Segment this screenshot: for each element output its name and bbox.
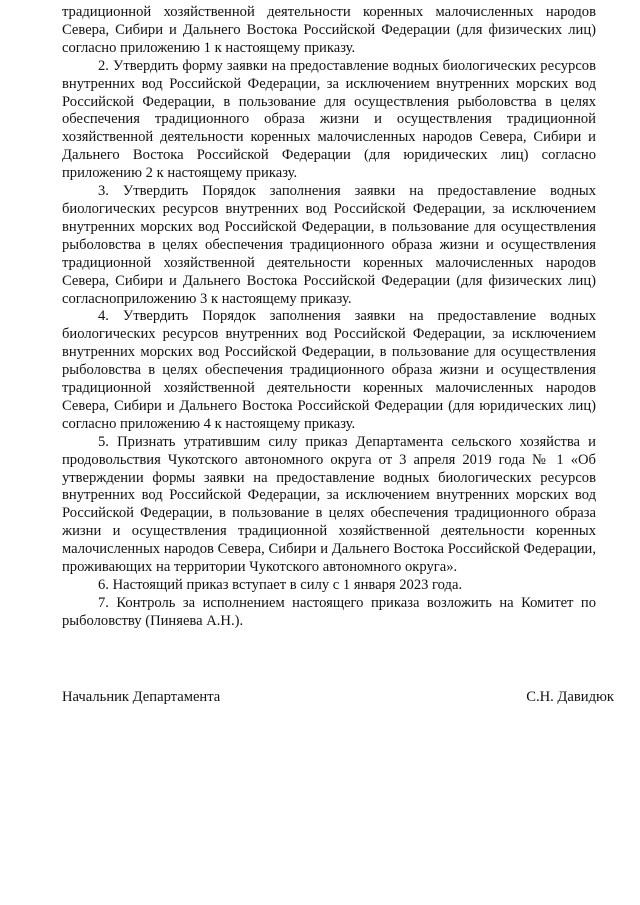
- paragraph-item-7: 7. Контроль за исполнением настоящего приказа возложить на Комитет по рыболовству (Пиняева А.Н.).: [62, 594, 596, 629]
- paragraph-item-3: 3. Утвердить Порядок заполнения заявки на предоставление водных биологических ресурсов внутренних вод Российской Федерации, за исключением внутренних морских вод Российской Федерации, в пользование для осуществления рыболовства в целях обеспечения традиционного образа жизни и осуществления традиционной хозяйственной деятельности коренных малочисленных народов Севера, Сибири и Дальнего Востока Российской Федерации (для физических лиц) согласноприложению 3 к настоящему приказу.: [62, 183, 596, 307]
- paragraph-item-6: 6. Настоящий приказ вступает в силу с 1 января 2023 года.: [98, 577, 463, 593]
- paragraph-item-4: 4. Утвердить Порядок заполнения заявки на предоставление водных биологических ресурсов внутренних вод Российской Федерации, за исключением внутренних морских вод Российской Федерации, в пользование для осуществления рыболовства в целях обеспечения традиционного образа жизни и осуществления традиционной хозяйственной деятельности коренных малочисленных народов Севера, Сибири и Дальнего Востока Российской Федерации (для юридических лиц) согласно приложению 4 к настоящему приказу.: [62, 308, 596, 432]
- signatory-position: Начальник Департамента: [62, 689, 221, 705]
- signatory-name: С.Н. Давидюк: [526, 689, 614, 705]
- paragraph-continuation: традиционной хозяйственной деятельности коренных малочисленных народов Севера, Сибири и Дальнего Востока Российской Федерации (для физических лиц) согласно приложению 1 к настоящему приказу.: [62, 4, 596, 56]
- paragraph-item-5: 5. Признать утратившим силу приказ Департамента сельского хозяйства и продовольствия Чукотского автономного округа от 3 апреля 2019 года № 1 «Об утверждении формы заявки на предоставление водных биологических ресурсов внутренних вод Российской Федерации, за исключением внутренних морских вод Российской Федерации, в пользование в целях обеспечения традиционного образа жизни и осуществления традиционной хозяйственной деятельности коренных малочисленных народов Севера, Сибири и Дальнего Востока Российской Федерации, проживающих на территории Чукотского автономного округа».: [62, 433, 596, 576]
- paragraph-item-2: 2. Утвердить форму заявки на предоставление водных биологических ресурсов внутренних вод Российской Федерации, за исключением внутренних морских вод Российской Федерации, в пользование для осуществления рыболовства в целях обеспечения традиционного образа жизни и осуществления традиционной хозяйственной деятельности коренных малочисленных народов Севера, Сибири и Дальнего Востока Российской Федерации (для юридических лиц) согласно приложению 2 к настоящему приказу.: [62, 57, 596, 182]
- document-body: [62, 4, 596, 631]
- signature-block: [62, 688, 614, 706]
